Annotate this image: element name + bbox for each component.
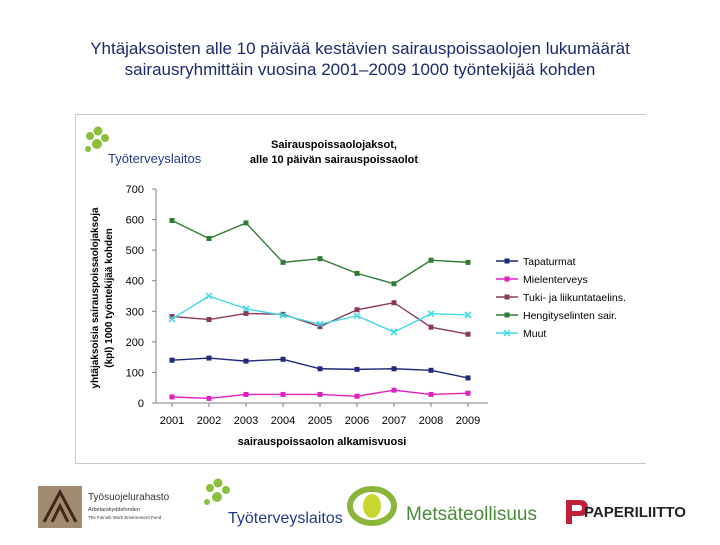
- y-tick-label: 100: [125, 367, 144, 380]
- series-layer: [169, 218, 471, 401]
- data-point: [466, 391, 471, 396]
- chart-frame: [75, 114, 646, 464]
- y-axis-label-line-1: yhtäjaksoisia sairauspoissaolojaksoja: [90, 207, 101, 389]
- legend-marker: [505, 313, 510, 318]
- paperiliitto-text: PAPERILIITTO: [584, 504, 686, 521]
- data-point: [392, 366, 397, 371]
- data-point: [392, 388, 397, 393]
- data-point: [355, 367, 360, 372]
- data-point: [207, 236, 212, 241]
- x-tick-label: 2008: [418, 415, 444, 427]
- data-point: [391, 329, 397, 335]
- y-tick-label: 500: [125, 245, 144, 258]
- y-axis-ticks: [126, 184, 156, 410]
- y-tick-label: 400: [125, 275, 144, 288]
- metsateollisuus-emblem-icon: [350, 489, 394, 523]
- legend-item: [496, 328, 546, 340]
- slide-title-line-1: Yhtäjaksoisten alle 10 päivää kestävien sairauspoissaolojen lukumäärät: [90, 39, 630, 58]
- data-point: [355, 307, 360, 312]
- metsateollisuus-logo: [350, 489, 537, 525]
- legend-label: Muut: [523, 328, 547, 340]
- data-point: [392, 281, 397, 286]
- slide-title: [20, 38, 700, 80]
- data-point: [170, 394, 175, 399]
- legend-label: Tapaturmat: [523, 256, 576, 268]
- footer-logo-strip: [0, 478, 720, 540]
- series-line: [172, 303, 468, 334]
- legend-item: [496, 274, 588, 286]
- chart-logo-text: Työterveyslaitos: [108, 151, 202, 166]
- paperiliitto-logo: [566, 500, 686, 524]
- series-mielenterveys: [170, 388, 471, 401]
- data-point: [429, 368, 434, 373]
- data-point: [355, 271, 360, 276]
- data-point: [170, 218, 175, 223]
- series-hengityselinten-sair: [170, 218, 471, 286]
- x-tick-label: 2006: [344, 415, 370, 427]
- tyosuojelurahasto-logo: [38, 486, 170, 528]
- data-point: [207, 396, 212, 401]
- data-point: [281, 392, 286, 397]
- data-point: [429, 392, 434, 397]
- x-tick-label: 2003: [233, 415, 259, 427]
- data-point: [244, 392, 249, 397]
- tyosuojelurahasto-name: Työsuojelurahasto: [88, 492, 170, 503]
- series-tuki-ja-liikuntataelins: [170, 300, 471, 336]
- chart-logo: [85, 127, 202, 167]
- x-tick-label: 2001: [159, 415, 185, 427]
- legend-item: [496, 292, 626, 304]
- y-tick-label: 600: [125, 214, 144, 227]
- tyosuojelurahasto-name-sv: Arbetarskyddsfonden: [88, 507, 140, 513]
- legend-item: [496, 256, 576, 268]
- slide-title-line-2: sairausryhmittäin vuosina 2001–2009 1000 työntekijää kohden: [124, 60, 596, 79]
- x-tick-label: 2004: [270, 415, 296, 427]
- data-point: [429, 325, 434, 330]
- data-point: [466, 260, 471, 265]
- y-tick-label: 0: [137, 398, 144, 410]
- legend-label: Tuki- ja liikuntataelins.: [523, 292, 626, 304]
- data-point: [207, 356, 212, 361]
- tyoterveyslaitos-footer-logo: [204, 479, 343, 528]
- y-tick-label: 700: [125, 184, 144, 196]
- y-tick-label: 300: [125, 306, 144, 319]
- tyoterveyslaitos-footer-flower-icon: [204, 479, 230, 506]
- x-tick-label: 2009: [455, 415, 481, 427]
- data-point: [429, 258, 434, 263]
- series-tapaturmat: [170, 356, 471, 381]
- data-point: [466, 375, 471, 380]
- x-tick-label: 2005: [307, 415, 333, 427]
- x-tick-label: 2007: [381, 415, 407, 427]
- legend: [496, 256, 626, 340]
- data-point: [355, 394, 360, 399]
- data-point: [244, 311, 249, 316]
- legend-marker: [505, 295, 510, 300]
- x-axis-ticks: [160, 403, 480, 427]
- data-point: [170, 358, 175, 363]
- line-chart: [76, 115, 646, 463]
- metsateollisuus-text: Metsäteollisuus: [406, 504, 537, 525]
- data-point: [207, 317, 212, 322]
- footer-logos: [0, 478, 720, 540]
- x-tick-label: 2002: [196, 415, 222, 427]
- data-point: [244, 359, 249, 364]
- data-point: [318, 392, 323, 397]
- tyosuojelurahasto-name-en: The Finnish Work Environment Fund: [88, 515, 162, 520]
- data-point: [281, 260, 286, 265]
- y-axis-label-line-2: (kpl) 1000 työntekijää kohden: [104, 228, 115, 368]
- series-line: [172, 220, 468, 283]
- data-point: [392, 300, 397, 305]
- data-point: [244, 220, 249, 225]
- tyoterveyslaitos-footer-text: Työterveyslaitos: [228, 510, 343, 527]
- y-tick-label: 200: [125, 336, 144, 349]
- legend-marker: [505, 277, 510, 282]
- data-point: [318, 256, 323, 261]
- data-point: [318, 366, 323, 371]
- data-point: [466, 332, 471, 337]
- data-point: [281, 357, 286, 362]
- legend-item: [496, 310, 617, 322]
- x-axis-label: sairauspoissaolon alkamisvuosi: [237, 436, 407, 448]
- legend-label: Mielenterveys: [523, 274, 588, 286]
- chart-title-line-2: alle 10 päivän sairauspoissaolot: [249, 154, 419, 166]
- chart-title-line-1: Sairauspoissaolojaksot,: [271, 139, 397, 151]
- legend-marker: [505, 259, 510, 264]
- legend-label: Hengityselinten sair.: [523, 310, 617, 322]
- tyoterveyslaitos-flower-icon: [85, 127, 109, 153]
